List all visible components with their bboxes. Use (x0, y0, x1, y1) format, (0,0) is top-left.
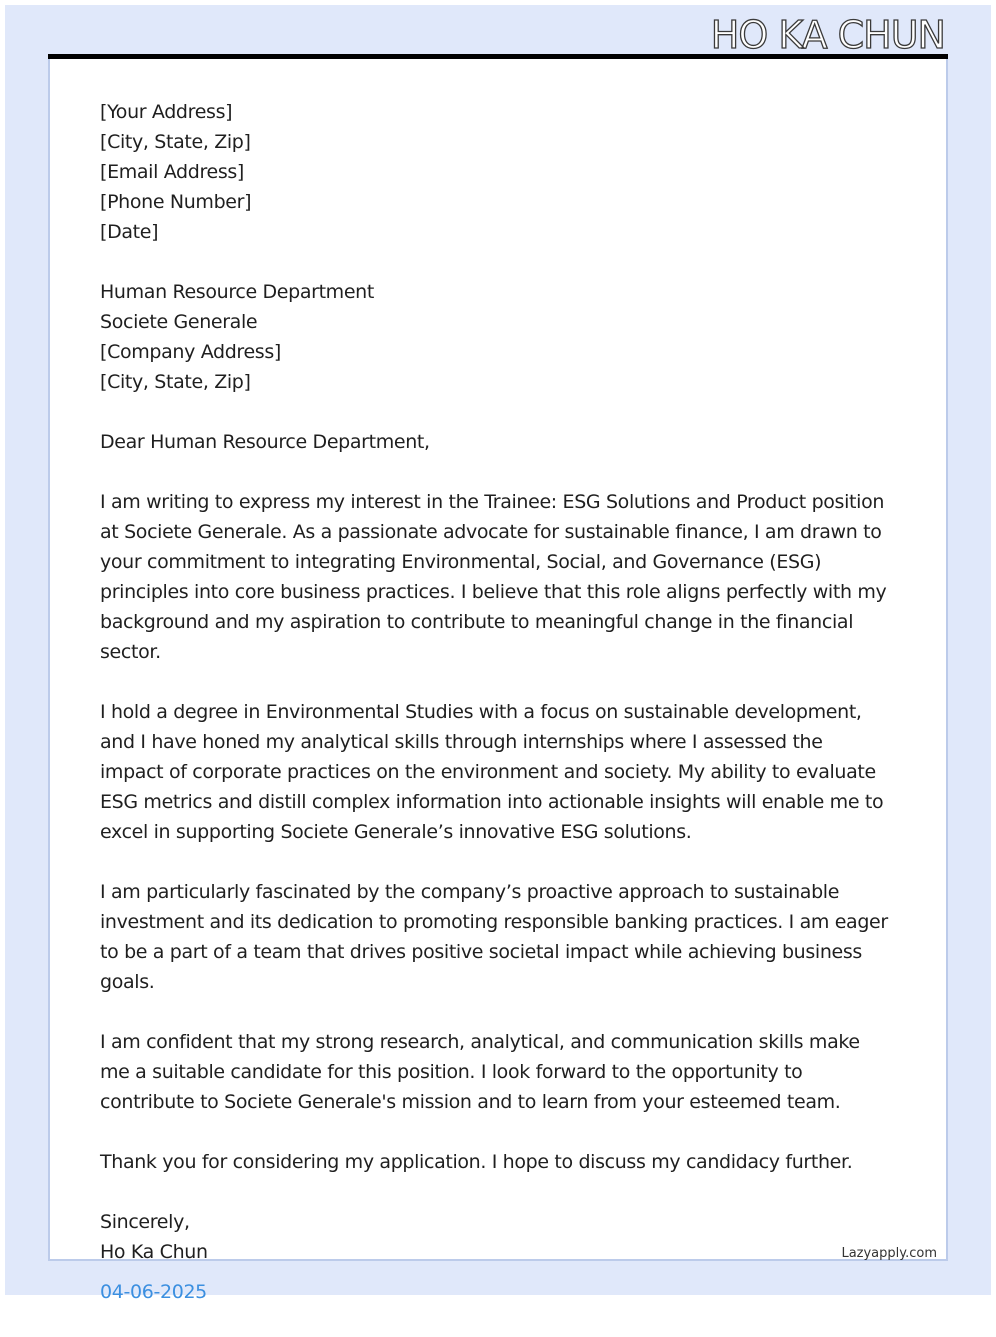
signature-name: Ho Ka Chun (100, 1241, 208, 1263)
body-paragraph-5: Thank you for considering my application. I hope to discuss my candidacy further. (100, 1151, 853, 1173)
body-paragraph-1: I am writing to express my interest in the Trainee: ESG Solutions and Product position at Societe Generale. As a passionate advocate for sustainable finance, I am drawn to your commitment to integrating Environmental, Social, and Governance (ESG) principles into core business practices. I believe that this role aligns perfectly with my background and my aspiration to contribute to meaningful change in the financial sector. (100, 491, 887, 663)
body-paragraph-3: I am particularly fascinated by the company’s proactive approach to sustainable investment and its dedication to promoting responsible banking practices. I am eager to be a part of a team that drives positive societal impact while achieving business goals. (100, 881, 888, 993)
recipient-city-state-zip: [City, State, Zip] (100, 371, 251, 393)
applicant-name-header: HO KA CHUN (710, 13, 945, 57)
sender-address-block (100, 97, 890, 247)
footer-date: 04-06-2025 (100, 1281, 207, 1303)
body-paragraph-2: I hold a degree in Environmental Studies with a focus on sustainable development, and I have honed my analytical skills through internships where I assessed the impact of corporate practices on the environment and society. My ability to evaluate ESG metrics and distill complex information into actionable insights will enable me to excel in supporting Societe Generale’s innovative ESG solutions. (100, 701, 884, 843)
recipient-company: Societe Generale (100, 311, 258, 333)
sender-phone: [Phone Number] (100, 191, 252, 213)
sender-email: [Email Address] (100, 161, 244, 183)
recipient-address-block (100, 277, 890, 397)
letter-body (100, 97, 890, 1337)
closing: Sincerely, (100, 1211, 190, 1233)
sender-address: [Your Address] (100, 101, 233, 123)
sender-city-state-zip: [City, State, Zip] (100, 131, 251, 153)
recipient-department: Human Resource Department (100, 281, 374, 303)
salutation: Dear Human Resource Department, (100, 431, 430, 453)
closing-block (100, 1207, 890, 1267)
sender-date: [Date] (100, 221, 159, 243)
recipient-address: [Company Address] (100, 341, 281, 363)
watermark: Lazyapply.com (841, 1246, 937, 1261)
body-paragraph-4: I am confident that my strong research, analytical, and communication skills make me a suitable candidate for this position. I look forward to the opportunity to contribute to Societe Generale's mission and to learn from your esteemed team. (100, 1031, 860, 1113)
